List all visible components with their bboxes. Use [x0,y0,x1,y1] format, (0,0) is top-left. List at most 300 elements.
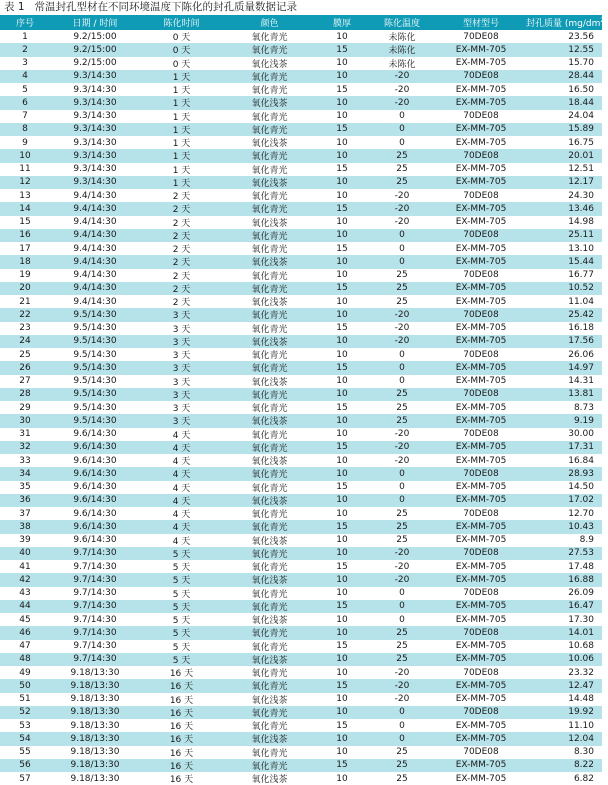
cell-thickness: 15 [316,679,368,692]
cell-temp: 25 [368,401,436,414]
cell-profile: 70DE08 [436,467,526,480]
cell-profile: EX-MM-705 [436,494,526,507]
table-row [0,57,602,70]
cell-profile: EX-MM-705 [436,136,526,149]
cell-temp: 0 [368,481,436,494]
cell-quality: 10.43 [526,520,602,533]
table-row [0,189,602,202]
cell-quality: 27.53 [526,547,602,560]
cell-quality: 16.88 [526,573,602,586]
cell-quality: 26.06 [526,348,602,361]
cell-aging: 2 天 [140,189,223,202]
cell-temp: 25 [368,759,436,772]
cell-quality: 9.19 [526,414,602,427]
cell-thickness: 10 [316,189,368,202]
cell-aging: 4 天 [140,428,223,441]
table-row [0,467,602,480]
cell-aging: 4 天 [140,481,223,494]
cell-seq: 56 [0,759,50,772]
table-row [0,96,602,109]
table-row [0,70,602,83]
cell-datetime: 9.6/14:30 [50,507,140,520]
cell-seq: 2 [0,43,50,56]
cell-quality: 15.89 [526,123,602,136]
cell-quality: 13.46 [526,202,602,215]
cell-profile: EX-MM-705 [436,96,526,109]
cell-color: 氧化浅茶 [223,414,316,427]
cell-profile: EX-MM-705 [436,202,526,215]
cell-temp: 25 [368,520,436,533]
cell-profile: 70DE08 [436,308,526,321]
cell-seq: 48 [0,653,50,666]
cell-temp: 0 [368,719,436,732]
cell-datetime: 9.18/13:30 [50,759,140,772]
table-row [0,123,602,136]
cell-color: 氧化浅茶 [223,335,316,348]
cell-temp: -20 [368,454,436,467]
cell-seq: 50 [0,679,50,692]
cell-thickness: 10 [316,693,368,706]
cell-aging: 2 天 [140,295,223,308]
cell-color: 氧化青光 [223,269,316,282]
cell-profile: 70DE08 [436,547,526,560]
cell-color: 氧化青光 [223,163,316,176]
cell-thickness: 10 [316,295,368,308]
cell-temp: -20 [368,308,436,321]
cell-datetime: 9.5/14:30 [50,335,140,348]
cell-thickness: 15 [316,282,368,295]
cell-thickness: 10 [316,57,368,70]
cell-profile: EX-MM-705 [436,401,526,414]
cell-quality: 8.22 [526,759,602,772]
cell-aging: 2 天 [140,202,223,215]
cell-profile: 70DE08 [436,388,526,401]
cell-thickness: 10 [316,494,368,507]
cell-aging: 3 天 [140,308,223,321]
cell-quality: 16.50 [526,83,602,96]
cell-datetime: 9.4/14:30 [50,282,140,295]
caption-title: 常温封孔型材在不同环境温度下陈化的封孔质量数据记录 [34,1,298,13]
cell-temp: -20 [368,441,436,454]
cell-thickness: 15 [316,43,368,56]
cell-color: 氧化浅茶 [223,494,316,507]
cell-profile: EX-MM-705 [436,322,526,335]
cell-quality: 15.44 [526,255,602,268]
cell-seq: 11 [0,163,50,176]
cell-datetime: 9.4/14:30 [50,255,140,268]
cell-color: 氧化浅茶 [223,534,316,547]
cell-seq: 13 [0,189,50,202]
table-caption [0,0,602,15]
cell-profile: EX-MM-705 [436,441,526,454]
cell-color: 氧化浅茶 [223,732,316,745]
table-row [0,520,602,533]
cell-datetime: 9.4/14:30 [50,216,140,229]
cell-thickness: 15 [316,520,368,533]
cell-profile: EX-MM-705 [436,520,526,533]
cell-thickness: 10 [316,706,368,719]
cell-profile: EX-MM-705 [436,163,526,176]
cell-thickness: 15 [316,401,368,414]
header-seq: 序号 [0,15,50,30]
cell-temp: -20 [368,202,436,215]
cell-temp: 25 [368,176,436,189]
cell-temp: 0 [368,494,436,507]
cell-profile: 70DE08 [436,110,526,123]
table-row [0,494,602,507]
table-row [0,640,602,653]
cell-profile: 70DE08 [436,746,526,759]
cell-datetime: 9.3/14:30 [50,70,140,83]
cell-color: 氧化青光 [223,282,316,295]
cell-aging: 5 天 [140,600,223,613]
cell-quality: 19.92 [526,706,602,719]
cell-color: 氧化青光 [223,30,316,43]
cell-profile: EX-MM-705 [436,719,526,732]
cell-thickness: 10 [316,454,368,467]
cell-temp: 0 [368,123,436,136]
cell-quality: 14.48 [526,693,602,706]
cell-color: 氧化青光 [223,229,316,242]
table-row [0,732,602,745]
table-row [0,110,602,123]
cell-aging: 4 天 [140,534,223,547]
cell-quality: 14.31 [526,375,602,388]
cell-color: 氧化浅茶 [223,573,316,586]
cell-aging: 3 天 [140,335,223,348]
cell-temp: 25 [368,163,436,176]
cell-profile: EX-MM-705 [436,679,526,692]
cell-seq: 36 [0,494,50,507]
cell-aging: 4 天 [140,441,223,454]
table-row [0,573,602,586]
cell-quality: 28.93 [526,467,602,480]
cell-seq: 39 [0,534,50,547]
table-row [0,308,602,321]
cell-color: 氧化浅茶 [223,255,316,268]
cell-aging: 5 天 [140,560,223,573]
cell-thickness: 10 [316,547,368,560]
cell-seq: 16 [0,229,50,242]
table-row [0,43,602,56]
cell-aging: 5 天 [140,613,223,626]
table-row [0,282,602,295]
cell-seq: 17 [0,242,50,255]
header-thickness: 膜厚 [316,15,368,30]
cell-quality: 24.30 [526,189,602,202]
cell-thickness: 10 [316,269,368,282]
cell-profile: 70DE08 [436,428,526,441]
cell-datetime: 9.7/14:30 [50,640,140,653]
cell-aging: 3 天 [140,375,223,388]
cell-color: 氧化青光 [223,666,316,679]
cell-datetime: 9.5/14:30 [50,375,140,388]
cell-profile: EX-MM-705 [436,534,526,547]
cell-aging: 3 天 [140,414,223,427]
cell-seq: 54 [0,732,50,745]
cell-temp: 0 [368,375,436,388]
cell-seq: 24 [0,335,50,348]
cell-seq: 40 [0,547,50,560]
cell-profile: EX-MM-705 [436,732,526,745]
cell-quality: 23.32 [526,666,602,679]
cell-temp: -20 [368,322,436,335]
cell-temp: -20 [368,216,436,229]
cell-color: 氧化浅茶 [223,136,316,149]
cell-aging: 4 天 [140,454,223,467]
cell-color: 氧化青光 [223,149,316,162]
cell-temp: 0 [368,467,436,480]
cell-thickness: 10 [316,149,368,162]
cell-temp: 25 [368,534,436,547]
cell-color: 氧化浅茶 [223,295,316,308]
cell-profile: EX-MM-705 [436,216,526,229]
cell-color: 氧化青光 [223,110,316,123]
cell-temp: 0 [368,136,436,149]
cell-color: 氧化浅茶 [223,454,316,467]
cell-quality: 23.56 [526,30,602,43]
cell-datetime: 9.4/14:30 [50,189,140,202]
cell-profile: EX-MM-705 [436,573,526,586]
table-row [0,653,602,666]
table-row [0,242,602,255]
cell-thickness: 10 [316,428,368,441]
cell-datetime: 9.3/14:30 [50,163,140,176]
cell-quality: 8.30 [526,746,602,759]
cell-color: 氧化青光 [223,600,316,613]
table-body [0,30,602,785]
cell-aging: 1 天 [140,96,223,109]
cell-temp: -20 [368,679,436,692]
cell-datetime: 9.5/14:30 [50,322,140,335]
cell-profile: 70DE08 [436,269,526,282]
cell-datetime: 9.18/13:30 [50,719,140,732]
cell-quality: 24.04 [526,110,602,123]
cell-seq: 1 [0,30,50,43]
table-row [0,255,602,268]
cell-color: 氧化青光 [223,706,316,719]
cell-aging: 1 天 [140,176,223,189]
cell-seq: 22 [0,308,50,321]
cell-profile: 70DE08 [436,70,526,83]
cell-thickness: 10 [316,375,368,388]
cell-seq: 55 [0,746,50,759]
table-row [0,335,602,348]
cell-temp: 0 [368,587,436,600]
cell-thickness: 15 [316,202,368,215]
cell-thickness: 15 [316,600,368,613]
cell-profile: EX-MM-705 [436,640,526,653]
cell-seq: 4 [0,70,50,83]
cell-temp: 25 [368,388,436,401]
cell-temp: 25 [368,653,436,666]
cell-datetime: 9.6/14:30 [50,467,140,480]
cell-aging: 2 天 [140,255,223,268]
table-row [0,587,602,600]
cell-seq: 23 [0,322,50,335]
cell-color: 氧化青光 [223,308,316,321]
cell-seq: 10 [0,149,50,162]
cell-thickness: 10 [316,666,368,679]
cell-aging: 5 天 [140,547,223,560]
cell-thickness: 15 [316,640,368,653]
cell-profile: EX-MM-705 [436,613,526,626]
cell-color: 氧化青光 [223,560,316,573]
cell-seq: 27 [0,375,50,388]
cell-temp: -20 [368,335,436,348]
cell-aging: 4 天 [140,520,223,533]
cell-thickness: 15 [316,441,368,454]
cell-profile: EX-MM-705 [436,282,526,295]
cell-aging: 2 天 [140,242,223,255]
cell-seq: 9 [0,136,50,149]
cell-color: 氧化青光 [223,719,316,732]
table-row [0,613,602,626]
cell-quality: 17.56 [526,335,602,348]
cell-thickness: 10 [316,653,368,666]
cell-temp: -20 [368,547,436,560]
cell-datetime: 9.3/14:30 [50,96,140,109]
cell-quality: 6.82 [526,772,602,785]
cell-thickness: 10 [316,772,368,785]
cell-datetime: 9.4/14:30 [50,202,140,215]
cell-datetime: 9.5/14:30 [50,414,140,427]
cell-seq: 37 [0,507,50,520]
cell-color: 氧化浅茶 [223,693,316,706]
cell-temp: 0 [368,255,436,268]
cell-temp: 25 [368,149,436,162]
cell-profile: EX-MM-705 [436,454,526,467]
cell-color: 氧化青光 [223,428,316,441]
cell-color: 氧化青光 [223,679,316,692]
cell-seq: 43 [0,587,50,600]
table-row [0,375,602,388]
table-row [0,759,602,772]
cell-datetime: 9.6/14:30 [50,441,140,454]
cell-color: 氧化浅茶 [223,772,316,785]
cell-datetime: 9.18/13:30 [50,746,140,759]
cell-seq: 47 [0,640,50,653]
caption-label: 表 1 [4,1,25,13]
cell-profile: 70DE08 [436,507,526,520]
cell-thickness: 10 [316,587,368,600]
cell-quality: 13.81 [526,388,602,401]
cell-quality: 11.10 [526,719,602,732]
cell-aging: 1 天 [140,136,223,149]
cell-aging: 5 天 [140,626,223,639]
cell-seq: 31 [0,428,50,441]
cell-color: 氧化青光 [223,481,316,494]
cell-aging: 16 天 [140,746,223,759]
cell-temp: 25 [368,772,436,785]
cell-profile: 70DE08 [436,626,526,639]
cell-datetime: 9.7/14:30 [50,613,140,626]
cell-temp: 25 [368,746,436,759]
cell-quality: 16.77 [526,269,602,282]
cell-temp: 0 [368,600,436,613]
cell-datetime: 9.5/14:30 [50,308,140,321]
cell-aging: 2 天 [140,229,223,242]
table-row [0,666,602,679]
cell-aging: 2 天 [140,282,223,295]
cell-datetime: 9.7/14:30 [50,560,140,573]
cell-datetime: 9.4/14:30 [50,295,140,308]
cell-color: 氧化青光 [223,640,316,653]
header-datetime: 日期 / 时间 [50,15,140,30]
cell-quality: 25.42 [526,308,602,321]
cell-datetime: 9.4/14:30 [50,269,140,282]
cell-seq: 18 [0,255,50,268]
cell-quality: 17.02 [526,494,602,507]
cell-aging: 3 天 [140,348,223,361]
cell-temp: 0 [368,229,436,242]
cell-datetime: 9.7/14:30 [50,587,140,600]
cell-profile: EX-MM-705 [436,43,526,56]
cell-seq: 52 [0,706,50,719]
table-row [0,746,602,759]
cell-thickness: 10 [316,176,368,189]
cell-thickness: 10 [316,467,368,480]
table-row [0,547,602,560]
header-quality-label: 封孔质量 (mg/dm [526,19,601,29]
cell-quality: 12.47 [526,679,602,692]
cell-color: 氧化青光 [223,467,316,480]
cell-seq: 6 [0,96,50,109]
cell-seq: 45 [0,613,50,626]
cell-aging: 3 天 [140,401,223,414]
cell-thickness: 15 [316,242,368,255]
cell-color: 氧化浅茶 [223,57,316,70]
cell-profile: 70DE08 [436,348,526,361]
cell-aging: 5 天 [140,573,223,586]
cell-thickness: 10 [316,414,368,427]
cell-aging: 16 天 [140,772,223,785]
cell-temp: 未陈化 [368,30,436,43]
cell-seq: 12 [0,176,50,189]
cell-aging: 16 天 [140,679,223,692]
cell-thickness: 10 [316,507,368,520]
cell-seq: 42 [0,573,50,586]
cell-color: 氧化青光 [223,401,316,414]
cell-seq: 3 [0,57,50,70]
cell-datetime: 9.3/14:30 [50,149,140,162]
cell-quality: 16.84 [526,454,602,467]
cell-seq: 25 [0,348,50,361]
cell-color: 氧化浅茶 [223,176,316,189]
cell-temp: 0 [368,732,436,745]
cell-seq: 32 [0,441,50,454]
table-row [0,361,602,374]
cell-quality: 17.48 [526,560,602,573]
cell-color: 氧化青光 [223,70,316,83]
cell-profile: EX-MM-705 [436,242,526,255]
cell-color: 氧化青光 [223,361,316,374]
cell-seq: 53 [0,719,50,732]
cell-temp: 0 [368,110,436,123]
cell-color: 氧化浅茶 [223,96,316,109]
cell-color: 氧化青光 [223,746,316,759]
cell-profile: EX-MM-705 [436,57,526,70]
cell-thickness: 10 [316,136,368,149]
cell-aging: 2 天 [140,216,223,229]
cell-profile: 70DE08 [436,706,526,719]
cell-thickness: 15 [316,123,368,136]
cell-aging: 4 天 [140,507,223,520]
cell-profile: 70DE08 [436,587,526,600]
cell-datetime: 9.7/14:30 [50,547,140,560]
cell-seq: 51 [0,693,50,706]
cell-quality: 14.01 [526,626,602,639]
